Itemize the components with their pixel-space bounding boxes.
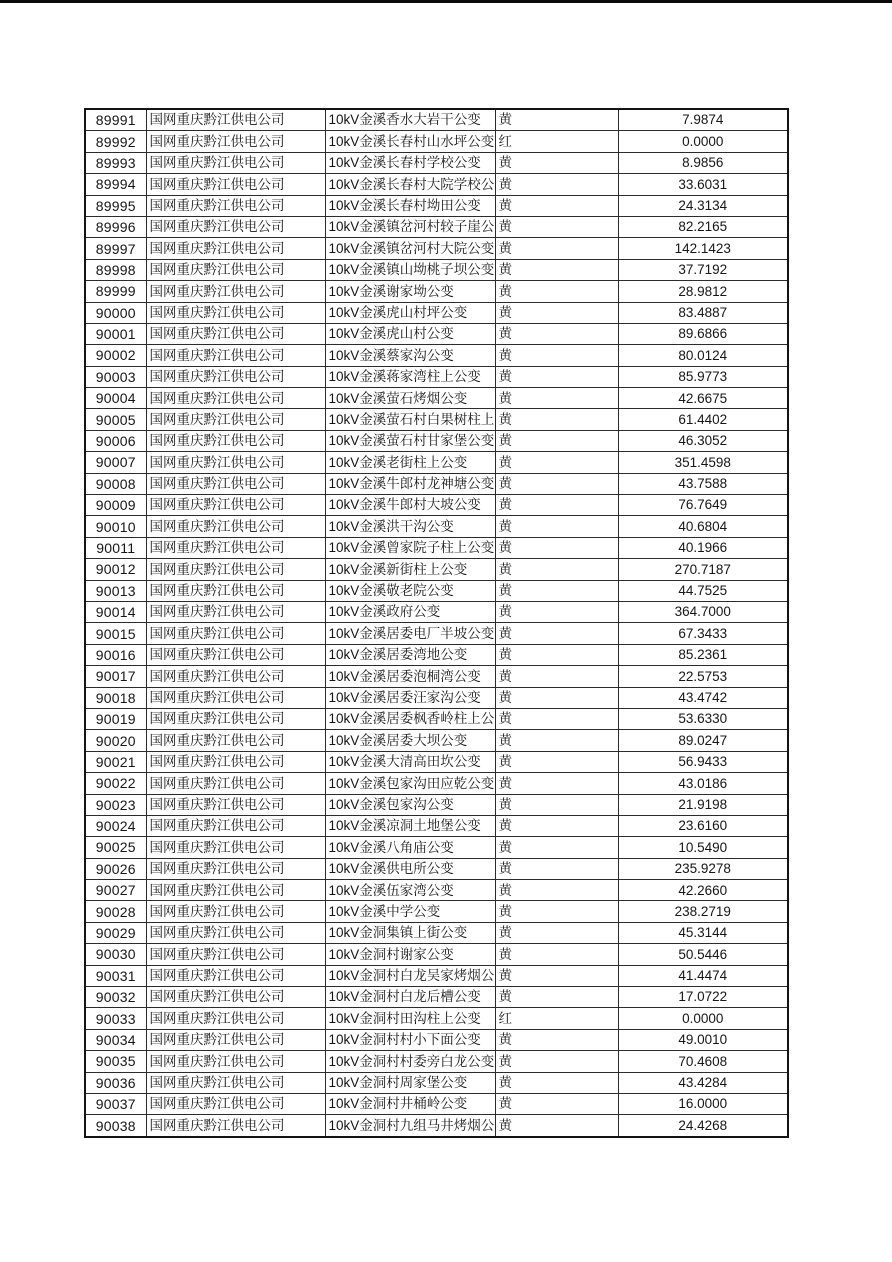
cell-transformer-name: 10kV金溪长春村学校公变 [325,152,495,173]
cell-status: 黄 [495,1072,618,1093]
cell-status: 黄 [495,1115,618,1137]
cell-status: 黄 [495,152,618,173]
cell-status: 黄 [495,623,618,644]
cell-value: 42.2660 [618,880,788,901]
cell-status: 黄 [495,751,618,772]
cell-value: 270.7187 [618,559,788,580]
cell-transformer-name: 10kV金溪蔡家沟公变 [325,345,495,366]
cell-status: 黄 [495,815,618,836]
table-body [85,109,788,1137]
cell-value: 43.7588 [618,473,788,494]
cell-transformer-name: 10kV金溪伍家湾公变 [325,880,495,901]
cell-value: 33.6031 [618,174,788,195]
table-row [85,922,788,943]
cell-status: 黄 [495,794,618,815]
table-row [85,751,788,772]
cell-company: 国网重庆黔江供电公司 [146,837,325,858]
cell-record-id: 90032 [85,987,146,1008]
cell-record-id: 90019 [85,708,146,729]
cell-record-id: 90001 [85,323,146,344]
cell-company: 国网重庆黔江供电公司 [146,131,325,152]
cell-value: 80.0124 [618,345,788,366]
cell-value: 45.3144 [618,922,788,943]
cell-transformer-name: 10kV金溪凉洞土地堡公变 [325,815,495,836]
table-row [85,216,788,237]
cell-record-id: 89992 [85,131,146,152]
table-row [85,794,788,815]
cell-company: 国网重庆黔江供电公司 [146,773,325,794]
cell-transformer-name: 10kV金洞村井桶岭公变 [325,1093,495,1114]
cell-status: 黄 [495,516,618,537]
cell-value: 0.0000 [618,1008,788,1029]
table-row [85,345,788,366]
cell-company: 国网重庆黔江供电公司 [146,708,325,729]
cell-value: 364.7000 [618,601,788,622]
cell-status: 黄 [495,730,618,751]
table-row [85,366,788,387]
cell-value: 37.7192 [618,259,788,280]
cell-transformer-name: 10kV金溪虎山村公变 [325,323,495,344]
cell-status: 黄 [495,195,618,216]
cell-record-id: 89999 [85,281,146,302]
cell-company: 国网重庆黔江供电公司 [146,152,325,173]
cell-status: 黄 [495,109,618,131]
cell-company: 国网重庆黔江供电公司 [146,366,325,387]
cell-value: 16.0000 [618,1093,788,1114]
cell-company: 国网重庆黔江供电公司 [146,858,325,879]
cell-status: 黄 [495,452,618,473]
cell-company: 国网重庆黔江供电公司 [146,580,325,601]
cell-record-id: 89993 [85,152,146,173]
table-row [85,152,788,173]
table-row [85,537,788,558]
cell-status: 黄 [495,473,618,494]
cell-company: 国网重庆黔江供电公司 [146,430,325,451]
cell-value: 0.0000 [618,131,788,152]
cell-value: 67.3433 [618,623,788,644]
table-row [85,623,788,644]
cell-transformer-name: 10kV金溪牛郎村大坡公变 [325,495,495,516]
cell-record-id: 90007 [85,452,146,473]
table-row [85,516,788,537]
table-row [85,965,788,986]
cell-record-id: 89995 [85,195,146,216]
cell-record-id: 90004 [85,388,146,409]
cell-record-id: 90029 [85,922,146,943]
cell-status: 黄 [495,430,618,451]
cell-company: 国网重庆黔江供电公司 [146,195,325,216]
cell-transformer-name: 10kV金洞村村委旁白龙公变 [325,1051,495,1072]
cell-status: 黄 [495,944,618,965]
table-row [85,944,788,965]
cell-value: 56.9433 [618,751,788,772]
cell-company: 国网重庆黔江供电公司 [146,1093,325,1114]
cell-transformer-name: 10kV金洞村周家堡公变 [325,1072,495,1093]
table-row [85,987,788,1008]
cell-transformer-name: 10kV金溪居委泡桐湾公变 [325,666,495,687]
cell-company: 国网重庆黔江供电公司 [146,1115,325,1137]
cell-value: 351.4598 [618,452,788,473]
cell-value: 50.5446 [618,944,788,965]
cell-record-id: 90017 [85,666,146,687]
cell-value: 85.9773 [618,366,788,387]
cell-record-id: 89991 [85,109,146,131]
cell-status: 黄 [495,495,618,516]
cell-company: 国网重庆黔江供电公司 [146,388,325,409]
cell-status: 黄 [495,259,618,280]
cell-company: 国网重庆黔江供电公司 [146,473,325,494]
cell-status: 黄 [495,901,618,922]
cell-company: 国网重庆黔江供电公司 [146,666,325,687]
cell-transformer-name: 10kV金溪包家沟公变 [325,794,495,815]
cell-record-id: 90010 [85,516,146,537]
table-row [85,858,788,879]
cell-status: 黄 [495,238,618,259]
cell-record-id: 90031 [85,965,146,986]
cell-value: 76.7649 [618,495,788,516]
cell-status: 黄 [495,174,618,195]
table-row [85,580,788,601]
cell-record-id: 90037 [85,1093,146,1114]
cell-company: 国网重庆黔江供电公司 [146,452,325,473]
cell-status: 黄 [495,880,618,901]
cell-transformer-name: 10kV金溪蒋家湾柱上公变 [325,366,495,387]
cell-transformer-name: 10kV金溪政府公变 [325,601,495,622]
cell-value: 49.0010 [618,1029,788,1050]
table-row [85,880,788,901]
cell-transformer-name: 10kV金溪大清高田坎公变 [325,751,495,772]
cell-transformer-name: 10kV金溪供电所公变 [325,858,495,879]
cell-status: 黄 [495,216,618,237]
table-row [85,730,788,751]
cell-status: 黄 [495,965,618,986]
cell-transformer-name: 10kV金溪虎山村坪公变 [325,302,495,323]
cell-status: 黄 [495,580,618,601]
cell-status: 黄 [495,708,618,729]
cell-record-id: 90023 [85,794,146,815]
cell-company: 国网重庆黔江供电公司 [146,559,325,580]
table-row [85,708,788,729]
table-row [85,109,788,131]
cell-status: 黄 [495,601,618,622]
cell-value: 21.9198 [618,794,788,815]
cell-transformer-name: 10kV金溪镇山坳桃子坝公变 [325,259,495,280]
cell-value: 53.6330 [618,708,788,729]
cell-status: 黄 [495,537,618,558]
cell-value: 43.4284 [618,1072,788,1093]
cell-company: 国网重庆黔江供电公司 [146,1051,325,1072]
cell-company: 国网重庆黔江供电公司 [146,1072,325,1093]
cell-status: 黄 [495,987,618,1008]
cell-status: 黄 [495,409,618,430]
cell-status: 黄 [495,837,618,858]
cell-value: 70.4608 [618,1051,788,1072]
cell-transformer-name: 10kV金洞村田沟柱上公变 [325,1008,495,1029]
cell-company: 国网重庆黔江供电公司 [146,281,325,302]
cell-company: 国网重庆黔江供电公司 [146,109,325,131]
cell-company: 国网重庆黔江供电公司 [146,345,325,366]
cell-transformer-name: 10kV金溪镇岔河村大院公变 [325,238,495,259]
table-row [85,1029,788,1050]
table-row [85,430,788,451]
cell-record-id: 90038 [85,1115,146,1137]
cell-record-id: 90036 [85,1072,146,1093]
table-row [85,131,788,152]
cell-transformer-name: 10kV金溪居委汪家沟公变 [325,687,495,708]
cell-record-id: 90018 [85,687,146,708]
cell-transformer-name: 10kV金溪洪干沟公变 [325,516,495,537]
cell-transformer-name: 10kV金洞村白龙吴家烤烟公 [325,965,495,986]
cell-record-id: 90009 [85,495,146,516]
cell-transformer-name: 10kV金溪香水大岩干公变 [325,109,495,131]
cell-record-id: 90006 [85,430,146,451]
cell-value: 40.6804 [618,516,788,537]
table-row [85,473,788,494]
table-row [85,901,788,922]
cell-value: 24.3134 [618,195,788,216]
cell-transformer-name: 10kV金溪中学公变 [325,901,495,922]
table-row [85,1093,788,1114]
cell-transformer-name: 10kV金溪镇岔河村较子崖公 [325,216,495,237]
cell-record-id: 90000 [85,302,146,323]
cell-status: 黄 [495,345,618,366]
table-row [85,1115,788,1137]
cell-value: 43.4742 [618,687,788,708]
cell-value: 238.2719 [618,901,788,922]
table-row [85,644,788,665]
cell-record-id: 90008 [85,473,146,494]
table-row [85,773,788,794]
cell-value: 61.4402 [618,409,788,430]
cell-status: 黄 [495,302,618,323]
cell-transformer-name: 10kV金溪长春村坳田公变 [325,195,495,216]
cell-record-id: 90003 [85,366,146,387]
cell-transformer-name: 10kV金溪老街柱上公变 [325,452,495,473]
cell-status: 黄 [495,281,618,302]
cell-company: 国网重庆黔江供电公司 [146,751,325,772]
cell-status: 黄 [495,1029,618,1050]
table-row [85,1072,788,1093]
table-row [85,323,788,344]
table-row [85,495,788,516]
cell-record-id: 90028 [85,901,146,922]
cell-record-id: 90025 [85,837,146,858]
table-row [85,409,788,430]
cell-company: 国网重庆黔江供电公司 [146,815,325,836]
cell-value: 7.9874 [618,109,788,131]
cell-status: 黄 [495,922,618,943]
cell-company: 国网重庆黔江供电公司 [146,238,325,259]
cell-record-id: 90020 [85,730,146,751]
cell-company: 国网重庆黔江供电公司 [146,216,325,237]
table-row [85,302,788,323]
cell-company: 国网重庆黔江供电公司 [146,944,325,965]
cell-record-id: 90030 [85,944,146,965]
cell-transformer-name: 10kV金溪长春村大院学校公 [325,174,495,195]
cell-value: 83.4887 [618,302,788,323]
cell-value: 85.2361 [618,644,788,665]
cell-record-id: 90016 [85,644,146,665]
cell-value: 42.6675 [618,388,788,409]
table-row [85,1051,788,1072]
cell-company: 国网重庆黔江供电公司 [146,880,325,901]
cell-record-id: 90012 [85,559,146,580]
cell-record-id: 90027 [85,880,146,901]
table-row [85,174,788,195]
table-row [85,815,788,836]
cell-transformer-name: 10kV金洞村白龙后槽公变 [325,987,495,1008]
cell-value: 17.0722 [618,987,788,1008]
cell-company: 国网重庆黔江供电公司 [146,730,325,751]
cell-record-id: 90002 [85,345,146,366]
table-row [85,687,788,708]
cell-company: 国网重庆黔江供电公司 [146,302,325,323]
cell-company: 国网重庆黔江供电公司 [146,687,325,708]
cell-record-id: 90026 [85,858,146,879]
cell-transformer-name: 10kV金洞村谢家公变 [325,944,495,965]
cell-transformer-name: 10kV金洞村九组马井烤烟公 [325,1115,495,1137]
cell-company: 国网重庆黔江供电公司 [146,922,325,943]
cell-company: 国网重庆黔江供电公司 [146,174,325,195]
cell-value: 10.5490 [618,837,788,858]
cell-status: 红 [495,131,618,152]
cell-record-id: 90013 [85,580,146,601]
cell-transformer-name: 10kV金溪居委湾地公变 [325,644,495,665]
cell-transformer-name: 10kV金溪新街柱上公变 [325,559,495,580]
cell-status: 黄 [495,1093,618,1114]
cell-company: 国网重庆黔江供电公司 [146,965,325,986]
cell-status: 黄 [495,644,618,665]
cell-record-id: 90021 [85,751,146,772]
cell-value: 23.6160 [618,815,788,836]
table-row [85,195,788,216]
cell-value: 40.1966 [618,537,788,558]
cell-company: 国网重庆黔江供电公司 [146,537,325,558]
cell-company: 国网重庆黔江供电公司 [146,1008,325,1029]
table-row [85,281,788,302]
cell-transformer-name: 10kV金溪居委电厂半坡公变 [325,623,495,644]
cell-status: 黄 [495,687,618,708]
cell-transformer-name: 10kV金溪居委大坝公变 [325,730,495,751]
cell-value: 44.7525 [618,580,788,601]
cell-value: 22.5753 [618,666,788,687]
cell-transformer-name: 10kV金溪萤石村白果树柱上 [325,409,495,430]
page-top-edge [0,0,892,3]
cell-status: 黄 [495,858,618,879]
cell-value: 82.2165 [618,216,788,237]
cell-record-id: 90024 [85,815,146,836]
cell-record-id: 90022 [85,773,146,794]
table-row [85,837,788,858]
cell-transformer-name: 10kV金溪曾家院子柱上公变 [325,537,495,558]
table-row [85,559,788,580]
cell-value: 142.1423 [618,238,788,259]
cell-value: 89.6866 [618,323,788,344]
cell-transformer-name: 10kV金溪牛郎村龙神塘公变 [325,473,495,494]
cell-record-id: 89996 [85,216,146,237]
cell-value: 24.4268 [618,1115,788,1137]
cell-company: 国网重庆黔江供电公司 [146,323,325,344]
cell-record-id: 90035 [85,1051,146,1072]
cell-record-id: 90033 [85,1008,146,1029]
table-row [85,238,788,259]
cell-transformer-name: 10kV金溪八角庙公变 [325,837,495,858]
table-row [85,1008,788,1029]
cell-transformer-name: 10kV金溪敬老院公变 [325,580,495,601]
cell-value: 28.9812 [618,281,788,302]
cell-record-id: 90015 [85,623,146,644]
table-row [85,259,788,280]
cell-value: 8.9856 [618,152,788,173]
cell-company: 国网重庆黔江供电公司 [146,259,325,280]
cell-company: 国网重庆黔江供电公司 [146,495,325,516]
cell-transformer-name: 10kV金溪萤石村甘家堡公变 [325,430,495,451]
cell-company: 国网重庆黔江供电公司 [146,623,325,644]
cell-value: 41.4474 [618,965,788,986]
cell-status: 红 [495,1008,618,1029]
cell-record-id: 90034 [85,1029,146,1050]
table-row [85,666,788,687]
cell-transformer-name: 10kV金溪萤石烤烟公变 [325,388,495,409]
cell-value: 235.9278 [618,858,788,879]
cell-status: 黄 [495,666,618,687]
cell-company: 国网重庆黔江供电公司 [146,644,325,665]
cell-record-id: 89994 [85,174,146,195]
cell-transformer-name: 10kV金洞集镇上街公变 [325,922,495,943]
cell-company: 国网重庆黔江供电公司 [146,409,325,430]
cell-record-id: 90011 [85,537,146,558]
table-row [85,388,788,409]
transformer-records-table [84,108,789,1138]
cell-company: 国网重庆黔江供电公司 [146,516,325,537]
cell-company: 国网重庆黔江供电公司 [146,794,325,815]
table-row [85,452,788,473]
table-row [85,601,788,622]
cell-company: 国网重庆黔江供电公司 [146,1029,325,1050]
cell-company: 国网重庆黔江供电公司 [146,987,325,1008]
cell-value: 89.0247 [618,730,788,751]
cell-transformer-name: 10kV金溪谢家坳公变 [325,281,495,302]
cell-transformer-name: 10kV金溪包家沟田应乾公变 [325,773,495,794]
cell-value: 46.3052 [618,430,788,451]
cell-status: 黄 [495,1051,618,1072]
cell-status: 黄 [495,559,618,580]
cell-record-id: 90014 [85,601,146,622]
cell-company: 国网重庆黔江供电公司 [146,901,325,922]
cell-status: 黄 [495,388,618,409]
cell-status: 黄 [495,773,618,794]
cell-transformer-name: 10kV金洞村村小下面公变 [325,1029,495,1050]
cell-record-id: 89997 [85,238,146,259]
cell-record-id: 89998 [85,259,146,280]
cell-value: 43.0186 [618,773,788,794]
cell-record-id: 90005 [85,409,146,430]
cell-status: 黄 [495,323,618,344]
cell-company: 国网重庆黔江供电公司 [146,601,325,622]
cell-status: 黄 [495,366,618,387]
cell-transformer-name: 10kV金溪长春村山水坪公变 [325,131,495,152]
cell-transformer-name: 10kV金溪居委枫香岭柱上公 [325,708,495,729]
